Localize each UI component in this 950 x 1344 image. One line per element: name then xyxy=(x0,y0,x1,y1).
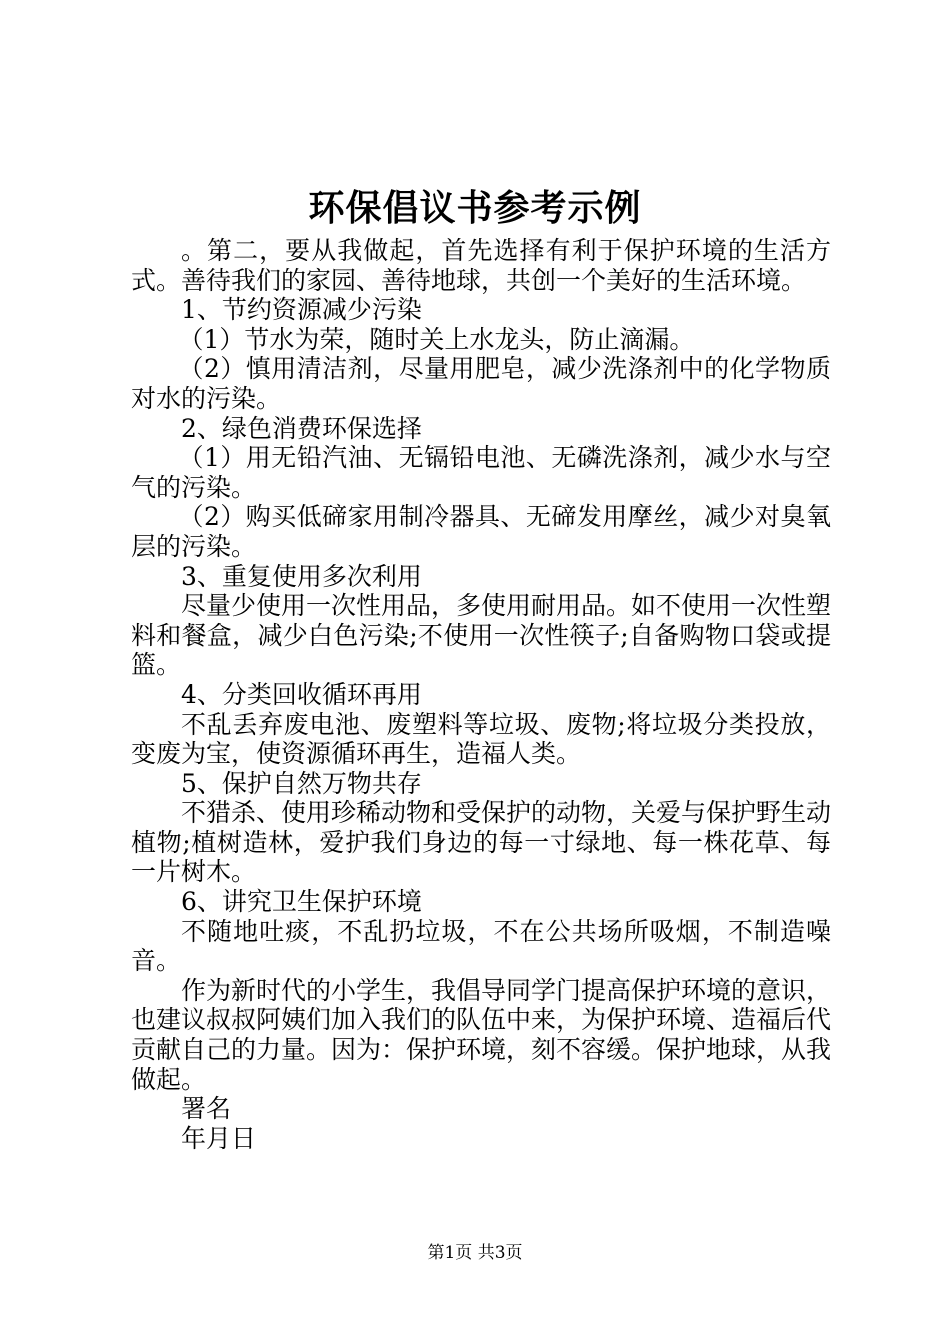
list-item: （1）用无铅汽油、无镉铅电池、无磷洗涤剂，减少水与空气的污染。 xyxy=(131,443,831,502)
list-item: （2）慎用清洁剂，尽量用肥皂，减少洗涤剂中的化学物质对水的污染。 xyxy=(131,354,831,413)
paragraph: 不乱丢弃废电池、废塑料等垃圾、废物;将垃圾分类投放，变废为宝，使资源循环再生，造福人类。 xyxy=(131,709,831,769)
section-heading-4: 4、分类回收循环再用 xyxy=(181,679,422,709)
list-item: （2）购买低碲家用制冷器具、无碲发用摩丝，减少对臭氧层的污染。 xyxy=(131,502,831,561)
section-heading-1: 1、节约资源减少污染 xyxy=(181,295,422,325)
paragraph: 不随地吐痰，不乱扔垃圾，不在公共场所吸烟，不制造噪音。 xyxy=(131,916,831,976)
section-heading-5: 5、保护自然万物共存 xyxy=(181,768,422,798)
section-heading-2: 2、绿色消费环保选择 xyxy=(181,413,422,443)
paragraph: 不猎杀、使用珍稀动物和受保护的动物，关爱与保护野生动植物;植树造林，爱护我们身边的每一寸绿地、每一株花草、每一片树木。 xyxy=(131,798,832,887)
document-body xyxy=(131,236,831,1153)
page-footer: 第1页 共3页 xyxy=(427,1243,523,1263)
section-heading-6: 6、讲究卫生保护环境 xyxy=(181,887,422,917)
list-item: （1）节水为荣，随时关上水龙头，防止滴漏。 xyxy=(178,324,695,354)
paragraph: 尽量少使用一次性用品，多使用耐用品。如不使用一次性塑料和餐盒，减少白色污染;不使用一次性筷子;自备购物口袋或提篮。 xyxy=(131,591,832,680)
date-label: 年月日 xyxy=(181,1123,257,1153)
section-heading-3: 3、重复使用多次利用 xyxy=(181,561,422,591)
paragraph-intro: 。第二，要从我做起，首先选择有利于保护环境的生活方式。善待我们的家园、善待地球，共创一个美好的生活环境。 xyxy=(131,236,831,295)
document-title: 环保倡议书参考示例 xyxy=(308,187,642,229)
paragraph-closing: 作为新时代的小学生，我倡导同学门提高保护环境的意识，也建议叔叔阿姨们加入我们的队伍中来，为保护环境、造福后代贡献自己的力量。因为：保护环境，刻不容缓。保护地球，从我做起。 xyxy=(131,975,832,1094)
signature-label: 署名 xyxy=(181,1094,232,1124)
